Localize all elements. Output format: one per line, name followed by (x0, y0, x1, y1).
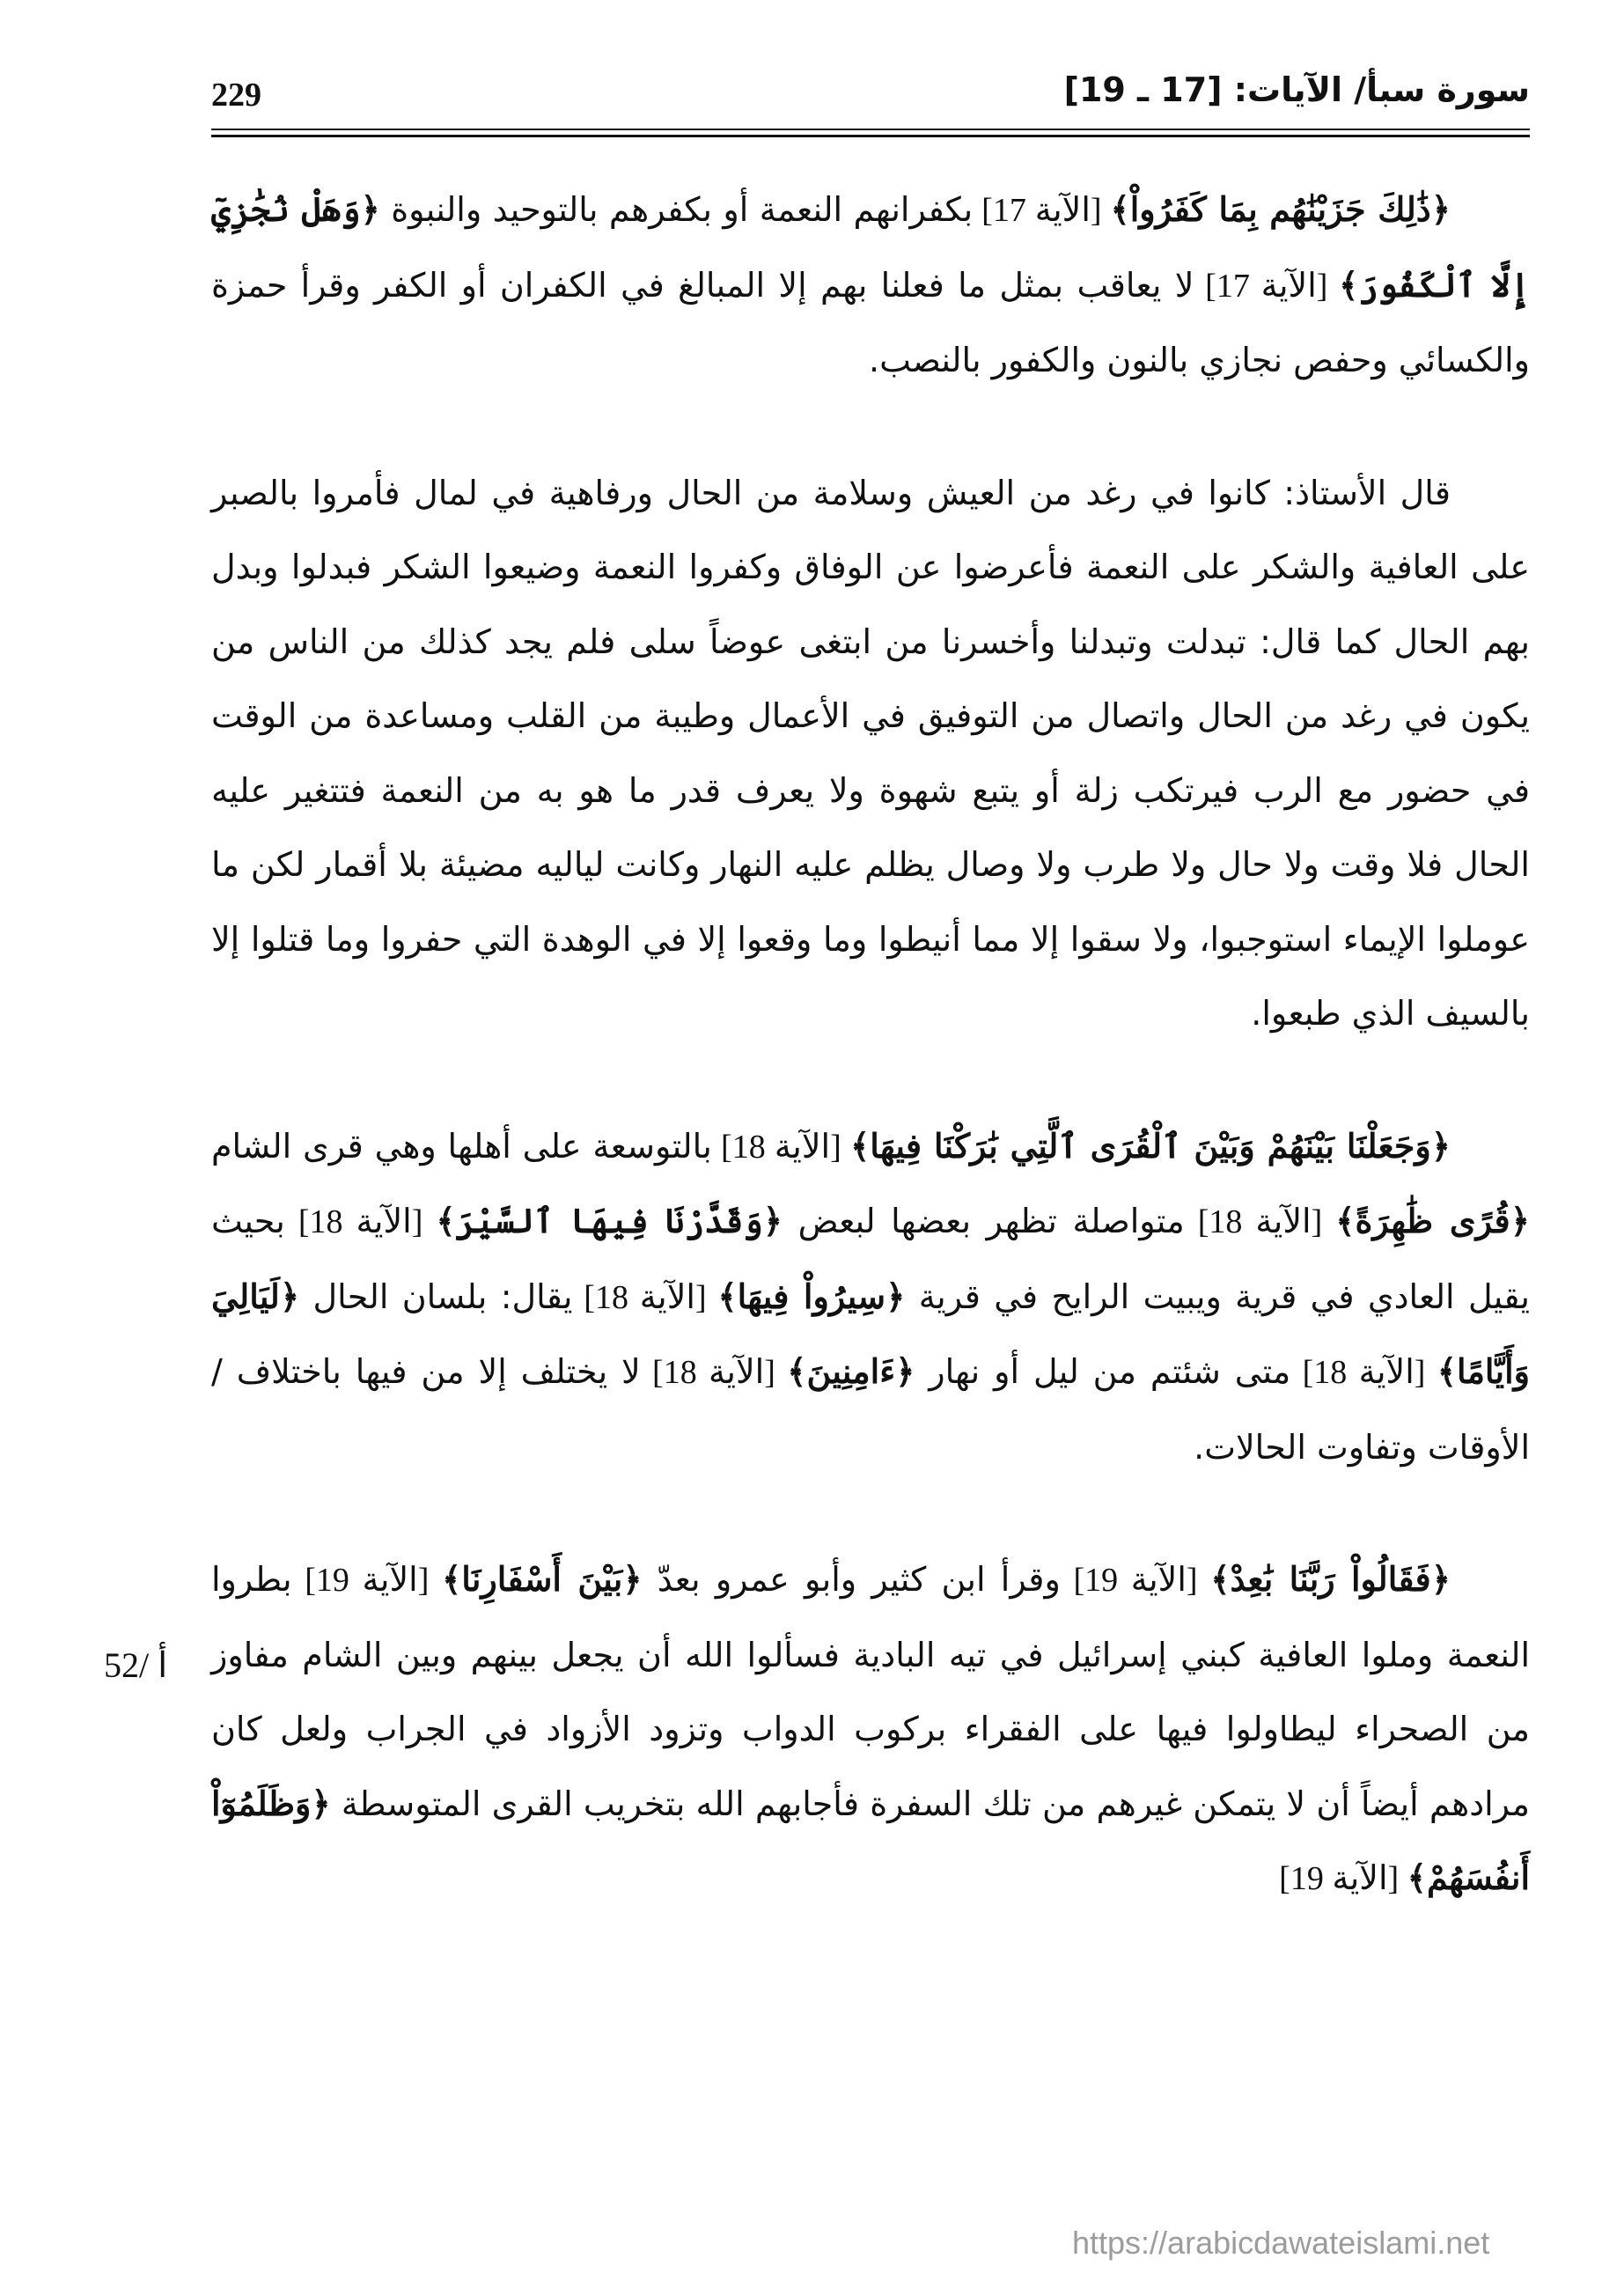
commentary-text: لا يعاقب بمثل ما فعلنا بهم إلا المبالغ في الكفران أو الكفر وقرأ حمزة والكسائي وحفص نجازي بالنون والكفور بالنصب. (211, 265, 1530, 379)
commentary-text: متواصلة تظهر بعضها لبعض (783, 1202, 1185, 1240)
verse-reference: [الآية 19] (291, 1562, 442, 1599)
commentary-text: بكفرانهم النعمة أو بكفرهم بالتوحيد والنبوة (379, 190, 974, 229)
paragraph (211, 173, 1530, 398)
body-text (211, 173, 1530, 1916)
verse-reference: [الآية 18] (1184, 1203, 1336, 1240)
verse-reference: [الآية 18] (284, 1203, 437, 1240)
quran-quote: ﴿وَهَلْ نُجَٰزِيٓ إِلَّا ٱلْكَفُورَ﴾ (211, 189, 1531, 305)
verse-reference: [الآية 18] (640, 1354, 788, 1391)
commentary-text: متى شئتم من ليل أو نهار (915, 1352, 1291, 1391)
verse-reference: [الآية 19] (1279, 1860, 1407, 1897)
header-rule (211, 129, 1530, 130)
quran-quote: ﴿فَقَالُواْ رَبَّنَا بَٰعِدْ﴾ (1210, 1559, 1451, 1599)
quran-quote: ﴿ذَٰلِكَ جَزَيْنَٰهُم بِمَا كَفَرُواْ﴾ (1110, 189, 1451, 229)
quran-quote: ﴿وَجَعَلْنَا بَيْنَهُمْ وَبَيْنَ ٱلْقُرَى ٱلَّتِي بَٰرَكْنَا فِيهَا﴾ (850, 1125, 1451, 1166)
page-header (211, 69, 1530, 130)
quran-quote: ﴿ءَامِنِينَ﴾ (787, 1351, 915, 1391)
commentary-text: وقرأ ابن كثير وأبو عمرو بعدّ (642, 1560, 1061, 1599)
quran-quote: ﴿وَظَلَمُوٓاْ أَنفُسَهُمْ﴾ (211, 1783, 1530, 1897)
commentary-text: قال الأستاذ: كانوا في رغد من العيش وسلامة من الحال ورفاهية في لمال فأمروا بالصبر على العافية والشكر على النعمة فأعرضوا عن الوفاق وكفروا النعمة وضيعوا الشكر فبدلوا وبدل بهم الحال كما قال: تبدلت وتبدلنا وأخسرنا من ابتغى عوضاً سلى فلم يجد كذلك من الناس من يكون في رغد من الحال واتصال من التوفيق في الأعمال وطيبة من القلب ومساعدة من الوقت في حضور مع الرب فيرتكب زلة أو يتبع شهوة ولا يعرف قدر ما هو به من النعمة فتتغير عليه الحال فلا وقت ولا حال ولا طرب ولا وصال يظلم عليه النهار وكانت لياليه مضيئة بلا أقمار لكن ما عوملوا الإيماء استوجبوا، ولا سقوا إلا مما أنيطوا وما وقعوا إلا في الوهدة التي حفروا وما قتلوا إلا بالسيف الذي طبعوا. (211, 473, 1530, 1033)
quran-quote: ﴿سِيرُواْ فِيهَا﴾ (717, 1276, 906, 1316)
verse-reference: [الآية 17] (1194, 267, 1340, 305)
paragraph (211, 1109, 1530, 1485)
header-rule (211, 135, 1530, 137)
margin-folio-note: 52/ أ (104, 1645, 168, 1685)
running-title: سورة سبأ/ الآيات: [17 ـ 19] (1063, 70, 1530, 109)
commentary-text: لا يختلف إلا من فيها باختلاف / الأوقات وتفاوت الحالات. (211, 1352, 1530, 1467)
verse-reference: [الآية 18] (1290, 1354, 1437, 1391)
quran-quote: ﴿قُرًى ظَٰهِرَةً﴾ (1335, 1201, 1530, 1240)
page-number: 229 (211, 77, 261, 114)
verse-reference: [الآية 18] (711, 1128, 851, 1166)
watermark-url: https://arabicdawateislami.net (1072, 2225, 1490, 2261)
verse-reference: [الآية 17] (973, 192, 1111, 229)
quran-quote: ﴿وَقَدَّرْنَا فِيهَا ٱلسَّيْرَ﴾ (436, 1201, 783, 1240)
commentary-text: بحيث يقيل العادي في قرية ويبيت الرايح في قرية (211, 1202, 1531, 1316)
verse-reference: [الآية 19] (1060, 1562, 1211, 1599)
verse-reference: [الآية 18] (572, 1278, 718, 1316)
quran-quote: ﴿بَيْنَ أَسْفَارِنَا﴾ (442, 1559, 643, 1599)
paragraph (211, 1542, 1530, 1916)
commentary-text: بطروا النعمة وملوا العافية كبني إسرائيل في تيه البادية فسألوا الله أن يجعل بينهم وبين الشام مفاوز من الصحراء ليطاولوا فيها على الفقراء بركوب الدواب وتزود الأزواد في الجراب ولعل كان مرادهم أيضاً أن لا يتمكن غيرهم من تلك السفرة فأجابهم الله بتخريب القرى المتوسطة (211, 1560, 1530, 1823)
commentary-text: بالتوسعة على أهلها وهي قرى الشام (211, 1126, 712, 1166)
commentary-text: يقال: بلسان الحال (299, 1276, 573, 1316)
quran-quote: ﴿لَيَالِيَ وَأَيَّامًا﴾ (211, 1276, 1530, 1391)
paragraph (211, 456, 1530, 1051)
